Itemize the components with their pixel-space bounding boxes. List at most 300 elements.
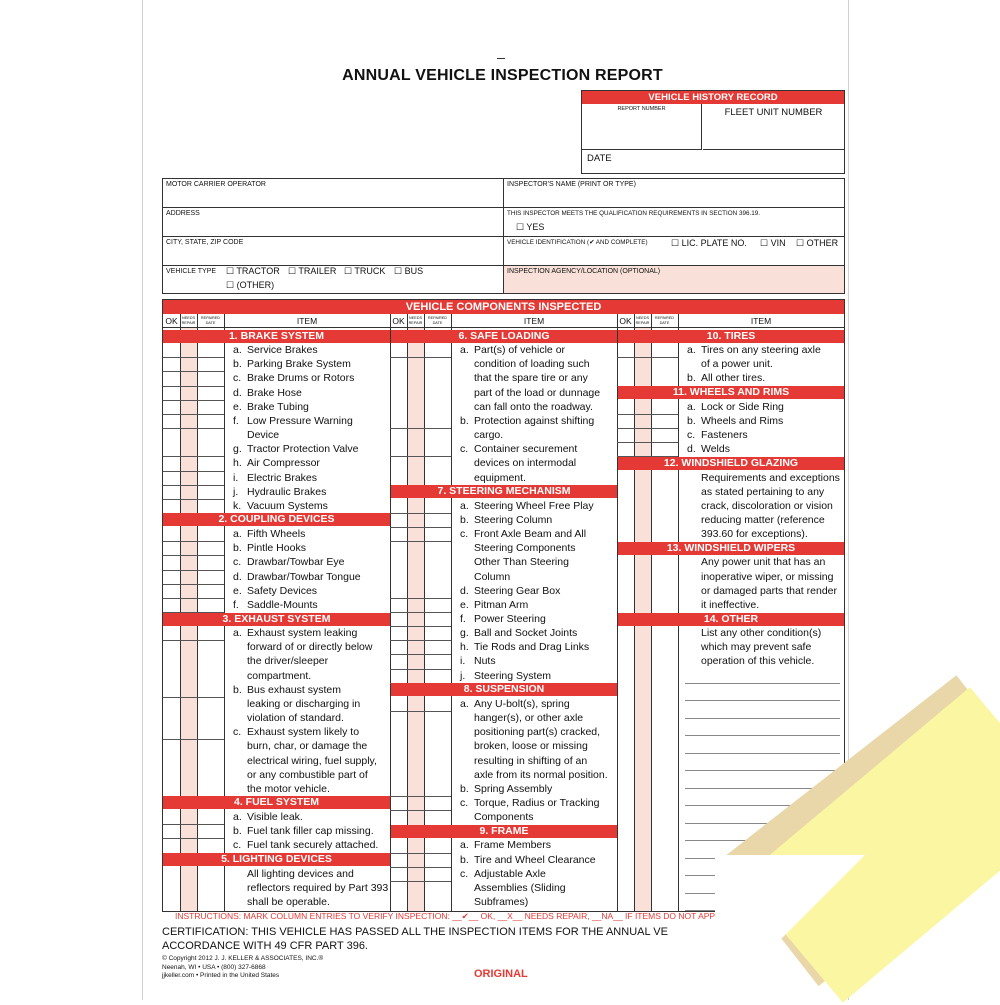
item-letter: f. — [233, 414, 239, 427]
other-writing-line[interactable] — [685, 683, 840, 684]
item-letter: f. — [233, 598, 239, 611]
inspection-item — [701, 471, 840, 485]
item-letter: a. — [233, 627, 242, 640]
checkbox-row-line — [163, 386, 224, 387]
item-text: Safety Devices — [247, 584, 318, 597]
inspection-item — [701, 485, 824, 499]
truck-checkbox[interactable]: ☐ TRUCK — [344, 266, 386, 276]
inspection-item — [233, 357, 351, 371]
item-letter: b. — [460, 414, 469, 427]
item-text: Tie Rods and Drag Links — [474, 641, 590, 654]
item-text: Low Pressure Warning — [247, 414, 353, 427]
checkbox-row-line — [390, 428, 451, 429]
inspection-item — [460, 598, 528, 612]
item-text: the motor vehicle. — [247, 782, 330, 795]
inspection-item — [687, 400, 784, 414]
other-writing-line[interactable] — [685, 753, 840, 754]
item-text: All other tires. — [701, 372, 766, 385]
item-text: Assemblies (Sliding — [474, 881, 566, 894]
inspection-item — [687, 343, 821, 357]
bus-checkbox[interactable]: ☐ BUS — [394, 266, 424, 276]
item-letter: a. — [460, 499, 469, 512]
inspection-item — [474, 471, 526, 485]
inspection-item — [460, 499, 594, 513]
item-text: can fall onto the roadway. — [474, 400, 593, 413]
inspection-item — [460, 527, 586, 541]
item-text: as stated pertaining to any — [701, 485, 825, 498]
checkbox-row-line — [390, 640, 451, 641]
inspection-agency-field[interactable]: INSPECTION AGENCY/LOCATION (OPTIONAL) — [507, 268, 661, 275]
inspection-item — [460, 697, 570, 711]
checkbox-row-line — [163, 640, 224, 641]
checkbox-row-line — [163, 570, 224, 571]
checkbox-row-line — [390, 527, 451, 528]
inspection-item — [233, 456, 320, 470]
needs-repair-header: NEEDS REPAIR — [635, 316, 650, 325]
item-text: compartment. — [247, 669, 312, 682]
item-letter: e. — [233, 400, 242, 413]
inspection-item — [233, 570, 361, 584]
vehicle-info-grid — [162, 178, 845, 294]
needs-repair-header: NEEDS REPAIR — [181, 316, 196, 325]
inspection-item — [460, 654, 496, 668]
item-text: List any other condition(s) — [701, 627, 822, 640]
item-text: Welds — [701, 443, 730, 456]
item-letter: b. — [687, 414, 696, 427]
item-text: Container securement — [474, 443, 578, 456]
inspection-item — [247, 428, 279, 442]
inspection-item — [247, 895, 330, 909]
item-text: that the spare tire or any — [474, 372, 588, 385]
item-text: All lighting devices and — [247, 867, 354, 880]
certification-text: CERTIFICATION: THIS VEHICLE HAS PASSED ALL THE INSPECTION ITEMS FOR THE ANNUAL VE ACCORDANCE WITH 49 CFR PART 396. — [162, 926, 668, 952]
checkbox-row-line — [390, 853, 451, 854]
item-text: Steering System — [474, 669, 552, 682]
item-text: resulting in shifting of an — [474, 754, 588, 767]
inspection-item — [460, 640, 589, 654]
item-text: Subframes) — [474, 896, 529, 908]
address-line: Neenah, WI • USA • (800) 327-6868 — [162, 963, 266, 971]
checkbox-row-line — [390, 711, 451, 712]
inspection-item — [233, 541, 306, 555]
item-text: Saddle-Mounts — [247, 598, 318, 611]
inspection-item — [247, 711, 344, 725]
inspection-item — [233, 499, 328, 513]
item-header: ITEM — [296, 316, 318, 326]
inspection-item — [701, 513, 825, 527]
item-letter: c. — [233, 556, 242, 569]
checkbox-row-line — [163, 485, 224, 486]
item-text: Fuel tank filler cap missing. — [247, 825, 374, 838]
inspection-item — [687, 371, 765, 385]
item-letter: a. — [233, 811, 242, 824]
item-letter: h. — [233, 457, 242, 470]
item-text: Fasteners — [701, 429, 748, 442]
item-text: Protection against shifting — [474, 414, 595, 427]
item-text: positioning part(s) cracked, — [474, 726, 601, 739]
inspection-item — [460, 612, 546, 626]
inspection-item — [474, 555, 569, 569]
inspection-item — [701, 570, 833, 584]
item-text: Frame Members — [474, 839, 552, 852]
item-text: Service Brakes — [247, 344, 318, 357]
instructions-text: INSTRUCTIONS: MARK COLUMN ENTRIES TO VERIFY INSPECTION: __✔__ OK, __X__ NEEDS REPAIR, __NA__ IF ITEMS DO NOT APP — [175, 911, 716, 921]
inspection-item — [460, 669, 551, 683]
item-text: forward of or directly below — [247, 641, 373, 654]
item-text: Brake Drums or Rotors — [247, 372, 355, 385]
inspection-item — [233, 838, 378, 852]
checkbox-row-line — [390, 541, 451, 542]
item-text: crack, discoloration or vision — [701, 499, 833, 512]
item-text: Other Than Steering — [474, 556, 569, 569]
trailer-checkbox[interactable]: ☐ TRAILER — [288, 266, 337, 276]
other-writing-line[interactable] — [685, 718, 840, 719]
inspection-item — [474, 570, 510, 584]
inspection-item — [474, 768, 608, 782]
checkbox-row-line — [163, 371, 224, 372]
checkbox-row-line — [390, 598, 451, 599]
item-letter: a. — [460, 344, 469, 357]
item-letter: k. — [233, 499, 242, 512]
item-text: reflectors required by Part 393 — [247, 881, 389, 894]
inspection-item — [233, 442, 358, 456]
checkbox-row-line — [390, 654, 451, 655]
item-letter: j. — [460, 669, 466, 682]
other-writing-line[interactable] — [685, 735, 840, 736]
item-text: Visible leak. — [247, 811, 303, 824]
inspection-item — [474, 810, 534, 824]
item-letter: a. — [233, 528, 242, 541]
inspection-item — [701, 654, 814, 668]
inspection-item — [247, 881, 388, 895]
checkbox-row-line — [163, 471, 224, 472]
checkbox-row-line — [163, 697, 224, 698]
inspection-item — [687, 428, 748, 442]
item-text: Bus exhaust system — [247, 683, 341, 696]
item-letter: g. — [233, 443, 242, 456]
city-state-zip-field[interactable]: CITY, STATE, ZIP CODE — [166, 239, 244, 246]
repaired-date-header: REPAIRED DATE — [427, 316, 448, 325]
inspection-item — [233, 414, 353, 428]
checkbox-row-line — [390, 612, 451, 613]
item-text: devices on intermodal — [474, 457, 577, 470]
inspection-item — [701, 527, 808, 541]
checkbox-row-line — [163, 400, 224, 401]
checkbox-row-line — [390, 626, 451, 627]
item-letter: a. — [233, 344, 242, 357]
item-letter: j. — [233, 485, 239, 498]
inspection-item — [247, 669, 311, 683]
item-text: Pintle Hooks — [247, 542, 306, 555]
vehicle-history-header: VEHICLE HISTORY RECORD — [582, 91, 844, 104]
checkbox-row-line — [617, 442, 678, 443]
item-letter: e. — [460, 598, 469, 611]
checkbox-row-line — [163, 541, 224, 542]
item-text: condition of loading such — [474, 358, 590, 371]
item-text: Steering Wheel Free Play — [474, 499, 594, 512]
inspection-item — [233, 584, 317, 598]
checkbox-row-line — [163, 598, 224, 599]
item-text: Requirements and exceptions — [701, 471, 840, 484]
item-letter: d. — [233, 386, 242, 399]
fleet-unit-label: FLEET UNIT NUMBER — [724, 107, 823, 118]
vin-checkbox[interactable]: ☐ VIN — [760, 238, 786, 248]
item-text: Brake Tubing — [247, 400, 309, 413]
item-text: Vacuum Systems — [247, 499, 328, 512]
checkbox-row-line — [163, 456, 224, 457]
inspection-item — [474, 895, 528, 909]
item-text: broken, loose or missing — [474, 740, 588, 753]
inspection-item — [233, 400, 309, 414]
checkbox-row-line — [617, 357, 678, 358]
inspection-item — [474, 428, 503, 442]
inspection-item — [460, 343, 565, 357]
item-header: ITEM — [523, 316, 545, 326]
repaired-date-header: REPAIRED DATE — [200, 316, 221, 325]
inspection-item — [687, 442, 730, 456]
checkbox-row-line — [163, 739, 224, 740]
inspection-item — [474, 371, 588, 385]
lic-plate-checkbox[interactable]: ☐ LIC. PLATE NO. — [671, 238, 747, 248]
checkbox-row-line — [163, 414, 224, 415]
item-text: Tires on any steering axle — [701, 344, 821, 357]
inspection-item — [460, 853, 596, 867]
item-letter: c. — [460, 867, 469, 880]
inspection-item — [233, 555, 344, 569]
item-text: it ineffective. — [701, 598, 760, 611]
item-text: Torque, Radius or Tracking — [474, 796, 600, 809]
section-header: 8. SUSPENSION — [391, 683, 617, 696]
inspection-item — [474, 400, 593, 414]
item-text: hanger(s), or other axle — [474, 712, 584, 725]
inspection-item — [233, 485, 326, 499]
components-header: VEHICLE COMPONENTS INSPECTED — [163, 300, 844, 314]
inspection-item — [701, 640, 811, 654]
item-text: leaking or discharging in — [247, 697, 361, 710]
checkbox-row-line — [390, 456, 451, 457]
item-text: Steering Column — [474, 513, 553, 526]
checkbox-row-line — [617, 428, 678, 429]
inspection-item — [460, 442, 577, 456]
item-letter: b. — [233, 358, 242, 371]
item-text: axle from its normal position. — [474, 768, 608, 781]
form-title: ANNUAL VEHICLE INSPECTION REPORT — [342, 67, 663, 84]
item-text: of a power unit. — [701, 358, 773, 371]
item-text: Drawbar/Towbar Tongue — [247, 570, 361, 583]
checkbox-row-line — [390, 669, 451, 670]
item-text: electrical wiring, fuel supply, — [247, 754, 377, 767]
inspection-item — [460, 626, 577, 640]
item-text: Fifth Wheels — [247, 528, 306, 541]
item-letter: c. — [460, 528, 469, 541]
item-text: Drawbar/Towbar Eye — [247, 556, 345, 569]
tractor-checkbox[interactable]: ☐ TRACTOR — [226, 266, 280, 276]
item-text: Ball and Socket Joints — [474, 627, 578, 640]
section-header: 6. SAFE LOADING — [391, 330, 617, 343]
inspection-item — [247, 768, 368, 782]
item-text: or damaged parts that render — [701, 584, 837, 597]
item-letter: d. — [233, 570, 242, 583]
item-letter: c. — [233, 372, 242, 385]
copyright-block — [162, 955, 323, 981]
inspection-item — [233, 810, 303, 824]
item-letter: b. — [687, 372, 696, 385]
inspection-item — [701, 598, 759, 612]
other-writing-line[interactable] — [685, 700, 840, 701]
item-letter: b. — [233, 542, 242, 555]
inspection-item — [233, 386, 302, 400]
inspection-item — [233, 683, 341, 697]
inspection-item — [701, 626, 821, 640]
report-number-label: REPORT NUMBER — [617, 106, 666, 112]
fleet-unit-field[interactable] — [703, 104, 844, 150]
item-letter: d. — [460, 584, 469, 597]
section-header: 10. TIRES — [618, 330, 844, 343]
section-header: 9. FRAME — [391, 825, 617, 838]
other-writing-line[interactable] — [685, 770, 840, 771]
item-text: which may prevent safe — [701, 641, 812, 654]
inspection-item — [474, 386, 600, 400]
inspection-item — [247, 640, 372, 654]
inspection-item — [247, 782, 330, 796]
inspection-item — [474, 711, 583, 725]
item-text: Column — [474, 570, 511, 583]
address-field[interactable]: ADDRESS — [166, 210, 200, 217]
item-letter: c. — [233, 839, 242, 852]
item-text: Air Compressor — [247, 457, 320, 470]
item-text: Device — [247, 429, 280, 442]
report-number-field[interactable] — [582, 104, 702, 150]
item-text: reducing matter (reference — [701, 513, 825, 526]
item-text: Fuel tank securely attached. — [247, 839, 379, 852]
inspection-item — [247, 697, 360, 711]
inspection-item — [247, 739, 367, 753]
item-text: shall be operable. — [247, 896, 330, 908]
item-letter: c. — [687, 429, 696, 442]
item-letter: g. — [460, 627, 469, 640]
motor-carrier-field[interactable]: MOTOR CARRIER OPERATOR — [166, 181, 266, 188]
item-text: 393.60 for exceptions). — [701, 528, 808, 541]
ok-header: OK — [392, 316, 405, 326]
inspection-item — [701, 584, 837, 598]
item-text: Lock or Side Ring — [701, 400, 784, 413]
item-letter: e. — [233, 584, 242, 597]
item-letter: c. — [460, 796, 469, 809]
section-header: 5. LIGHTING DEVICES — [163, 853, 390, 866]
ok-header: OK — [619, 316, 632, 326]
item-text: cargo. — [474, 429, 504, 442]
checkbox-row-line — [617, 414, 678, 415]
item-text: inoperative wiper, or missing — [701, 570, 834, 583]
section-header: 1. BRAKE SYSTEM — [163, 330, 390, 343]
item-letter: b. — [233, 825, 242, 838]
item-letter: a. — [460, 697, 469, 710]
item-letter: a. — [687, 400, 696, 413]
section-header: 12. WINDSHIELD GLAZING — [618, 457, 844, 470]
inspection-item — [460, 838, 551, 852]
yes-checkbox[interactable]: ☐ YES — [516, 222, 545, 232]
item-text: burn, char, or damage the — [247, 740, 368, 753]
section-header: 4. FUEL SYSTEM — [163, 796, 390, 809]
item-text: or any combustible part of — [247, 768, 368, 781]
inspection-item — [247, 867, 354, 881]
repaired-date-header: REPAIRED DATE — [654, 316, 675, 325]
vehicle-id-label: VEHICLE IDENTIFICATION (✔ AND COMPLETE) — [507, 239, 648, 246]
inspection-item — [233, 824, 374, 838]
item-text: Any power unit that has an — [701, 556, 826, 569]
item-text: the driver/sleeper — [247, 655, 329, 668]
inspection-item — [460, 867, 546, 881]
item-text: Brake Hose — [247, 386, 302, 399]
inspection-item — [701, 499, 833, 513]
other-type-checkbox[interactable]: ☐ (OTHER) — [226, 280, 275, 290]
inspection-item — [474, 754, 587, 768]
copyright-line: © Copyright 2012 J. J. KELLER & ASSOCIATES, INC.® — [162, 955, 324, 962]
item-letter: a. — [687, 344, 696, 357]
inspection-item — [687, 414, 783, 428]
checkbox-row-line — [163, 824, 224, 825]
inspection-item — [247, 754, 377, 768]
checkbox-row-line — [163, 838, 224, 839]
item-letter: c. — [460, 443, 469, 456]
checkbox-row-line — [390, 357, 451, 358]
checkbox-row-line — [390, 867, 451, 868]
original-label: ORIGINAL — [474, 968, 528, 980]
item-text: Nuts — [474, 655, 496, 668]
checkbox-row-line — [163, 555, 224, 556]
vehicle-history-box — [581, 90, 845, 174]
inspection-item — [460, 513, 552, 527]
inspection-item — [474, 541, 576, 555]
item-letter: a. — [460, 839, 469, 852]
website-line: jjkeller.com • Printed in the United States — [162, 972, 280, 979]
inspection-item — [233, 725, 359, 739]
other-id-checkbox[interactable]: ☐ OTHER — [796, 238, 839, 248]
item-text: Parking Brake System — [247, 358, 351, 371]
inspector-name-field[interactable]: INSPECTOR'S NAME (PRINT OR TYPE) — [507, 181, 636, 188]
item-letter: d. — [687, 443, 696, 456]
checkbox-row-line — [163, 584, 224, 585]
item-text: Part(s) of vehicle or — [474, 344, 566, 357]
item-text: Pitman Arm — [474, 598, 529, 611]
item-text: Spring Assembly — [474, 782, 553, 795]
inspection-item — [701, 555, 825, 569]
inspection-item — [474, 881, 566, 895]
column-line — [451, 314, 452, 911]
item-letter: b. — [233, 683, 242, 696]
inspection-item — [474, 456, 576, 470]
inspection-item — [233, 371, 354, 385]
item-text: Any U-bolt(s), spring — [474, 697, 570, 710]
item-letter: b. — [460, 782, 469, 795]
item-letter: i. — [460, 655, 466, 668]
section-header: 3. EXHAUST SYSTEM — [163, 613, 390, 626]
checkbox-row-line — [390, 810, 451, 811]
item-text: Steering Gear Box — [474, 584, 561, 597]
item-text: part of the load or dunnage — [474, 386, 601, 399]
item-header: ITEM — [750, 316, 772, 326]
item-text: Tractor Protection Valve — [247, 443, 359, 456]
qualification-text: THIS INSPECTOR MEETS THE QUALIFICATION REQUIREMENTS IN SECTION 396.19. — [507, 210, 760, 217]
item-letter: h. — [460, 641, 469, 654]
item-text: operation of this vehicle. — [701, 655, 815, 668]
inspection-item — [233, 471, 317, 485]
inspection-item — [233, 598, 318, 612]
item-text: Steering Components — [474, 542, 576, 555]
item-text: Exhaust system likely to — [247, 726, 360, 739]
checkbox-row-line — [163, 428, 224, 429]
inspection-item — [233, 527, 305, 541]
